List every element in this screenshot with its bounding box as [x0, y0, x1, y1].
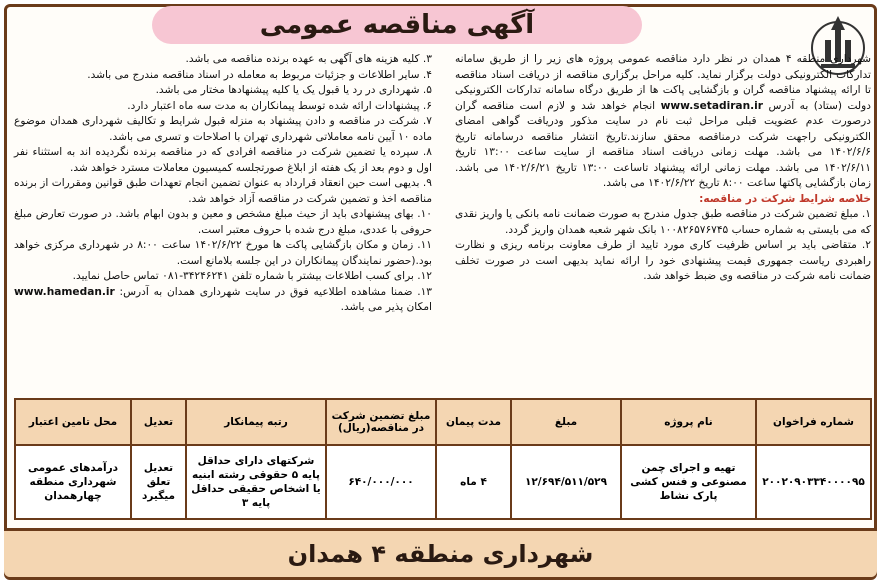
- conditions-title: خلاصه شرایط شرکت در مناقصه:: [699, 192, 871, 205]
- table-cell: ۴ ماه: [436, 445, 511, 519]
- item-9: ۹. بدیهی است حین انعقاد قرارداد به عنوان تضمین انجام تعهدات طبق قوانین ومقررات از برنده مناقصه اخذ و تضمین شرکت در مناقصه آزاد خواهد شد.: [14, 177, 432, 205]
- table-header: مبلغ: [511, 399, 621, 445]
- item-6: ۶. پیشنهادات ارائه شده توسط پیمانکاران به مدت سه ماه اعتبار دارد.: [127, 99, 432, 112]
- table-cell: ۲۰۰۲۰۹۰۳۳۴۰۰۰۰۹۵: [756, 445, 871, 519]
- item-8: ۸. سپرده یا تضمین شرکت در مناقصه افرادی که در مناقصه برنده نگردیده اند به استثناء نفر اول و دوم بعد از یک هفته از ابلاغ صورتجلسه کمیسیون معاملات مسترد خواهد شد.: [14, 146, 432, 174]
- condition-2: ۲. متقاضی باید بر اساس ظرفیت کاری مورد تایید از طرف معاونت برنامه ریزی و نظارت راهبردی ریاست جمهوری قیمت پیشنهادی خود را ارائه نماید بدیهی است در صورت تخلف ضمانت نامه شرکت در مناقصه وی ضبط خواهد شد.: [455, 239, 871, 282]
- table-cell: تهیه و اجرای چمن مصنوعی و فنس کشی پارک نشاط: [621, 445, 756, 519]
- item-12: ۱۲. برای کسب اطلاعات بیشتر با شماره تلفن ۳۴۲۴۶۲۴۱-۰۸۱ تماس حاصل نمایید.: [72, 270, 432, 282]
- table-header-row: [15, 399, 871, 445]
- item-10: ۱۰. بهای پیشنهادی باید از حیث مبلغ مشخص و معین و بدون ابهام باشد. در صورت تعارض مبلغ حروفی با عددی، مبلغ درج شده با حروف معتبر است.: [14, 208, 432, 236]
- notice-header: [152, 6, 642, 44]
- table-header: مبلغ تضمین شرکت در مناقصه(ریال): [326, 399, 436, 445]
- table-cell: درآمدهای عمومی شهرداری منطقه چهارهمدان: [15, 445, 131, 519]
- item-3: ۳. کلیه هزینه های آگهی به عهده برنده مناقصه می باشد.: [185, 53, 432, 65]
- left-column: [14, 52, 432, 316]
- item-13: ۱۳. ضمنا مشاهده اطلاعیه فوق در سایت شهرداری همدان به آدرس:: [119, 285, 432, 298]
- table-header: محل تامین اعتبار: [15, 399, 131, 445]
- item-4: ۴. سایر اطلاعات و جزئیات مربوط به معامله در اسناد مناقصه مندرج می باشد.: [87, 68, 432, 81]
- intro-text: شهرداری منطقه ۴ همدان در نظر دارد مناقصه عمومی پروژه های زیر را از طریق سامانه تدارکات الکترونیکی دولت برگزار نماید. کلیه مراحل برگزاری مناقصه از دریافت اسناد مناقصه تا ارائه پیشنهاد مناقصه گران و بازگشایی پاکت ها از طریق درگاه سامانه تدارکات الکترونیکی دولت (ستاد) به آدرس: [455, 53, 871, 112]
- tender-table: [14, 398, 872, 520]
- item-5: ۵. شهرداری در رد یا قبول یک یا کلیه پیشنهادها مختار می باشد.: [155, 84, 432, 96]
- notice-title: آگهی مناقصه عمومی: [259, 10, 535, 40]
- notice-footer: [4, 528, 877, 577]
- hamedan-site-link[interactable]: www.hamedan.ir: [14, 285, 115, 298]
- table-header: مدت پیمان: [436, 399, 511, 445]
- table-cell: تعدیل تعلق میگیرد: [131, 445, 186, 519]
- table-cell: ۱۲/۶۹۴/۵۱۱/۵۲۹: [511, 445, 621, 519]
- table-header: تعدیل: [131, 399, 186, 445]
- right-column: [455, 52, 871, 285]
- table-header: شماره فراخوان: [756, 399, 871, 445]
- table-row: [15, 445, 871, 519]
- table-cell: ۶۴۰/۰۰۰/۰۰۰: [326, 445, 436, 519]
- table-header: رتبه پیمانکار: [186, 399, 326, 445]
- item-13-rest: امکان پذیر می باشد.: [340, 301, 432, 313]
- condition-1: ۱. مبلغ تضمین شرکت در مناقصه طبق جدول مندرج به صورت ضمانت نامه بانکی یا واریز نقدی که می بایستی به شماره حساب ۱۰۰۸۲۶۵۷۶۷۴۵ بانک شهر شعبه همدان واریز گردد.: [455, 208, 871, 236]
- intro-rest-text: انجام خواهد شد و لازم است مناقصه گران درصورت عدم عضویت قبلی مراحل ثبت نام در سایت مذکور ودریافت گواهی امضای الکترونیکی راجهت شرکت درمناقصه محقق سازند.تاریخ انتشار مناقصه درسامانه تاریخ ۱۴۰۲/۶/۶ می باشد. مهلت زمانی دریافت اسناد مناقصه از سایت ساعت ۱۳:۰۰ تاریخ ۱۴۰۲/۶/۱۱ می باشد. مهلت زمانی ارائه پیشنهاد تاساعت ۱۳:۰۰ تاریخ ۱۴۰۲/۶/۲۱ می باشد. زمان بازگشایی پاکتها ساعت ۸:۰۰ تاریخ ۱۴۰۲/۶/۲۲ می باشد.: [455, 99, 871, 189]
- footer-title: شهرداری منطقه ۴ همدان: [287, 540, 594, 568]
- item-11: ۱۱. زمان و مکان بازگشایی پاکت ها مورخ ۱۴۰۲/۶/۲۲ ساعت ۸:۰۰ در شهرداری مرکزی خواهد بود.(حضور نمایندگان پیمانکاران در این جلسه بلامانع است.: [14, 239, 432, 267]
- item-7: ۷. شرکت در مناقصه و دادن پیشنهاد به منزله قبول شرایط و تکالیف شهرداری همدان موضوع ماده ۱۰ آیین نامه معاملاتی شهرداری تهران با اصلاحات و تسری می باشد.: [14, 115, 432, 143]
- table-cell: شرکتهای دارای حداقل پایه ۵ حقوقی رشته ابنیه یا اشخاص حقیقی حداقل پایه ۳: [186, 445, 326, 519]
- table-header: نام پروژه: [621, 399, 756, 445]
- setad-site-link[interactable]: www.setadiran.ir: [660, 99, 763, 112]
